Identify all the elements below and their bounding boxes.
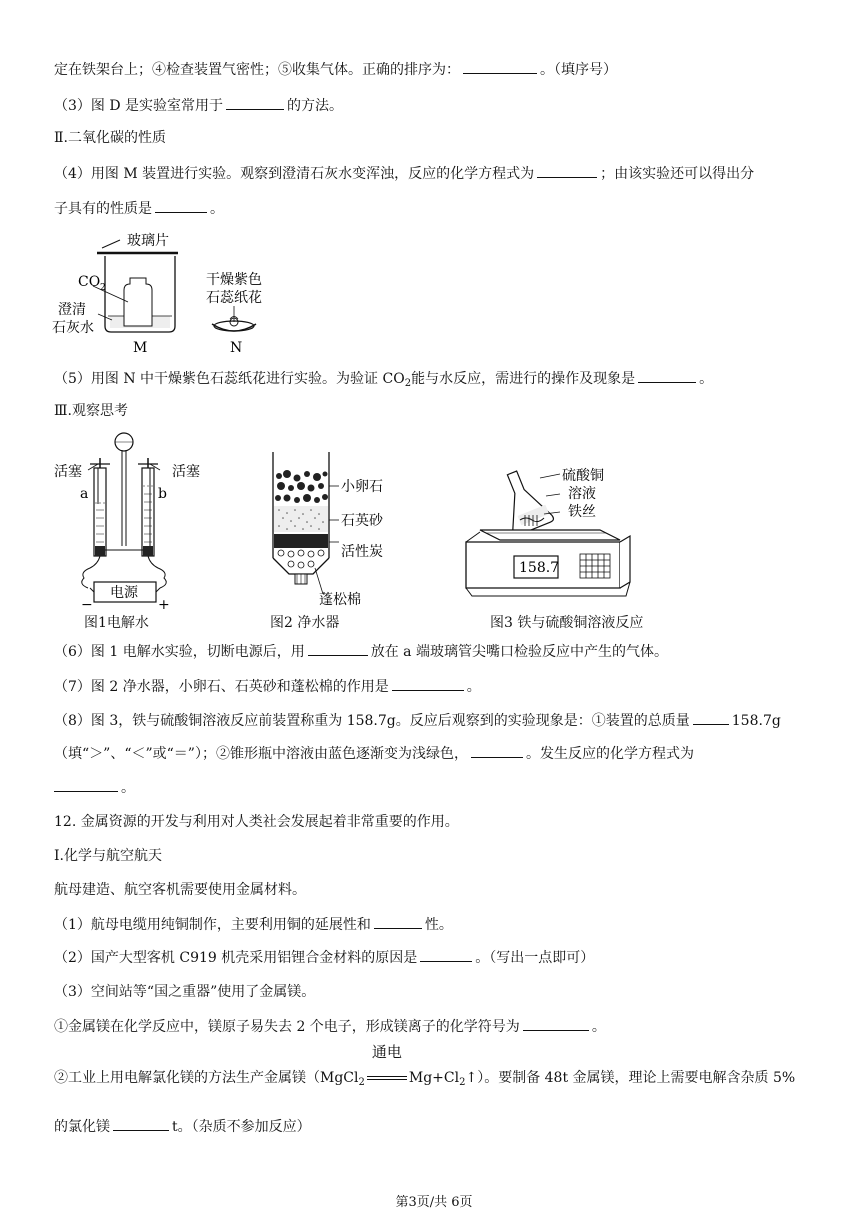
text: （6）图 1 电解水实验，切断电源后，用	[54, 644, 305, 660]
answer-blank[interactable]	[308, 641, 368, 656]
answer-blank[interactable]	[226, 95, 284, 110]
question-3	[54, 95, 828, 116]
question-5	[54, 368, 828, 394]
text: 能与水反应，需进行的操作及现象是	[411, 371, 636, 387]
text: （5）用图 N 中干燥紫色石蕊纸花进行实验。为验证 CO	[54, 371, 405, 387]
text: Mg+Cl	[408, 1070, 460, 1086]
label-valve-left: 活塞	[54, 464, 82, 480]
answer-blank[interactable]	[155, 198, 207, 213]
balance-reading: 158.7	[519, 560, 560, 576]
question-12-3-1	[54, 1016, 828, 1037]
caption-figure-2: 图2 净水器	[270, 615, 340, 631]
text: 。（填序号）	[540, 62, 617, 78]
intro-text: 航母建造、航空客机需要使用金属材料。	[54, 882, 306, 898]
label-quartz-sand: 石英砂	[341, 513, 383, 529]
label-co2: CO	[78, 274, 101, 290]
label-copper-sulfate: 硫酸铜	[562, 468, 604, 484]
subscript: 2	[404, 378, 412, 389]
label-glass: 玻璃片	[127, 233, 169, 249]
section-heading: Ⅲ.观察思考	[54, 403, 128, 419]
question-12: 12. 金属资源的开发与利用对人类社会发展起着非常重要的作用。	[54, 814, 459, 830]
figure-n	[200, 266, 280, 356]
text: （4）用图 M 装置进行实验。观察到澄清石灰水变浑浊，反应的化学方程式为	[54, 166, 535, 182]
question-7	[54, 676, 828, 697]
text: 的氯化镁	[54, 1119, 110, 1135]
answer-blank[interactable]	[537, 163, 597, 178]
label-lime-1: 澄清	[58, 302, 86, 318]
question-12-2	[54, 947, 828, 968]
text: ；由该实验还可以得出分	[600, 166, 755, 182]
label-valve-right: 活塞	[172, 464, 200, 480]
question-12-3-2-cont	[54, 1116, 828, 1137]
label-lime-2: 石灰水	[52, 320, 94, 336]
question-6	[54, 641, 828, 662]
text: 定在铁架台上；④检查装置气密性；⑤收集气体。正确的排序为：	[54, 62, 460, 78]
page-footer: 第3页/共 6页	[395, 1195, 473, 1210]
answer-blank[interactable]	[420, 947, 472, 962]
question-4	[54, 163, 828, 184]
text: 。	[699, 371, 714, 387]
text: 的方法。	[287, 98, 344, 114]
figure-m	[50, 228, 200, 356]
text: （8）图 3，铁与硫酸铜溶液反应前装置称重为 158.7g。反应后观察到的实验现象是：①装置的总质量	[54, 713, 690, 729]
answer-blank[interactable]	[54, 777, 118, 792]
answer-blank[interactable]	[374, 914, 422, 929]
label-solution: 溶液	[568, 486, 596, 502]
text: 。	[591, 1019, 606, 1035]
figure-2-purifier	[265, 448, 405, 608]
label-a: a	[80, 486, 89, 502]
subscript: 2	[358, 1077, 365, 1088]
text: （填“＞”、“＜”或“＝”）；②锥形瓶中溶液由蓝色逐渐变为浅绿色，	[54, 746, 468, 762]
answer-blank[interactable]	[392, 676, 464, 691]
text: 子具有的性质是	[54, 201, 152, 217]
answer-blank[interactable]	[523, 1016, 589, 1031]
text-line	[54, 59, 828, 80]
label-minus: −	[81, 597, 93, 612]
text: 放在 a 端玻璃管尖嘴口检验反应中产生的气体。	[370, 644, 668, 660]
text: 。（写出一点即可）	[475, 950, 595, 966]
figure-3-balance	[460, 460, 635, 608]
text: 。	[121, 780, 135, 796]
text: 性。	[424, 917, 453, 933]
caption-figure-3: 图3 铁与硫酸铜溶液反应	[490, 615, 644, 631]
label-plus: +	[158, 597, 170, 612]
text: ↑）。要制备 48t 金属镁，理论上需要电解含杂质 5%	[465, 1070, 796, 1086]
question-8-cont2	[54, 777, 828, 798]
question-12-3: （3）空间站等“国之重器”使用了金属镁。	[54, 984, 316, 1000]
answer-blank[interactable]	[463, 59, 537, 74]
figure-1-electrolysis	[50, 428, 220, 612]
answer-blank[interactable]	[471, 743, 523, 758]
label-pebbles: 小卵石	[341, 479, 383, 495]
question-4-cont	[54, 198, 828, 219]
answer-blank[interactable]	[693, 710, 729, 725]
subscript: 2	[459, 1077, 466, 1088]
label-activated-carbon: 活性炭	[341, 544, 383, 560]
text: ②工业上用电解氯化镁的方法生产金属镁（MgCl	[54, 1070, 359, 1086]
text: （3）图 D 是实验室常用于	[54, 98, 224, 114]
text: 。	[210, 201, 224, 217]
label-n: N	[230, 340, 243, 356]
equals-sign	[367, 1076, 407, 1080]
condition-text: 通电	[371, 1043, 402, 1061]
section-heading: Ⅱ.二氧化碳的性质	[54, 130, 166, 146]
text: 。发生反应的化学方程式为	[525, 746, 694, 762]
label-iron-wire: 铁丝	[568, 504, 596, 520]
caption-figure-1: 图1电解水	[84, 615, 149, 631]
question-12-1	[54, 914, 828, 935]
label-litmus-flower: 石蕊纸花	[206, 290, 262, 306]
text: （2）国产大型客机 C919 机壳采用铝锂合金材料的原因是	[54, 950, 418, 966]
label-dry-purple: 干燥紫色	[206, 272, 262, 288]
question-8	[54, 710, 828, 731]
answer-blank[interactable]	[638, 368, 696, 383]
question-8-cont	[54, 743, 828, 764]
section-heading: Ⅰ.化学与航空航天	[54, 848, 162, 864]
reaction-condition	[365, 1043, 409, 1088]
text: 158.7g	[731, 713, 781, 729]
answer-blank[interactable]	[113, 1116, 169, 1131]
label-co2-sub: 2	[100, 283, 106, 293]
label-cotton: 蓬松棉	[319, 592, 361, 608]
text: （1）航母电缆用纯铜制作，主要利用铜的延展性和	[54, 917, 371, 933]
label-power: 电源	[110, 585, 138, 601]
text: t。（杂质不参加反应）	[172, 1119, 311, 1135]
text: （7）图 2 净水器，小卵石、石英砂和蓬松棉的作用是	[54, 679, 389, 695]
text: 。	[466, 679, 481, 695]
label-m: M	[133, 340, 148, 356]
question-12-3-2	[54, 1043, 828, 1093]
text: ①金属镁在化学反应中，镁原子易失去 2 个电子，形成镁离子的化学符号为	[54, 1019, 520, 1035]
label-b: b	[158, 486, 167, 502]
